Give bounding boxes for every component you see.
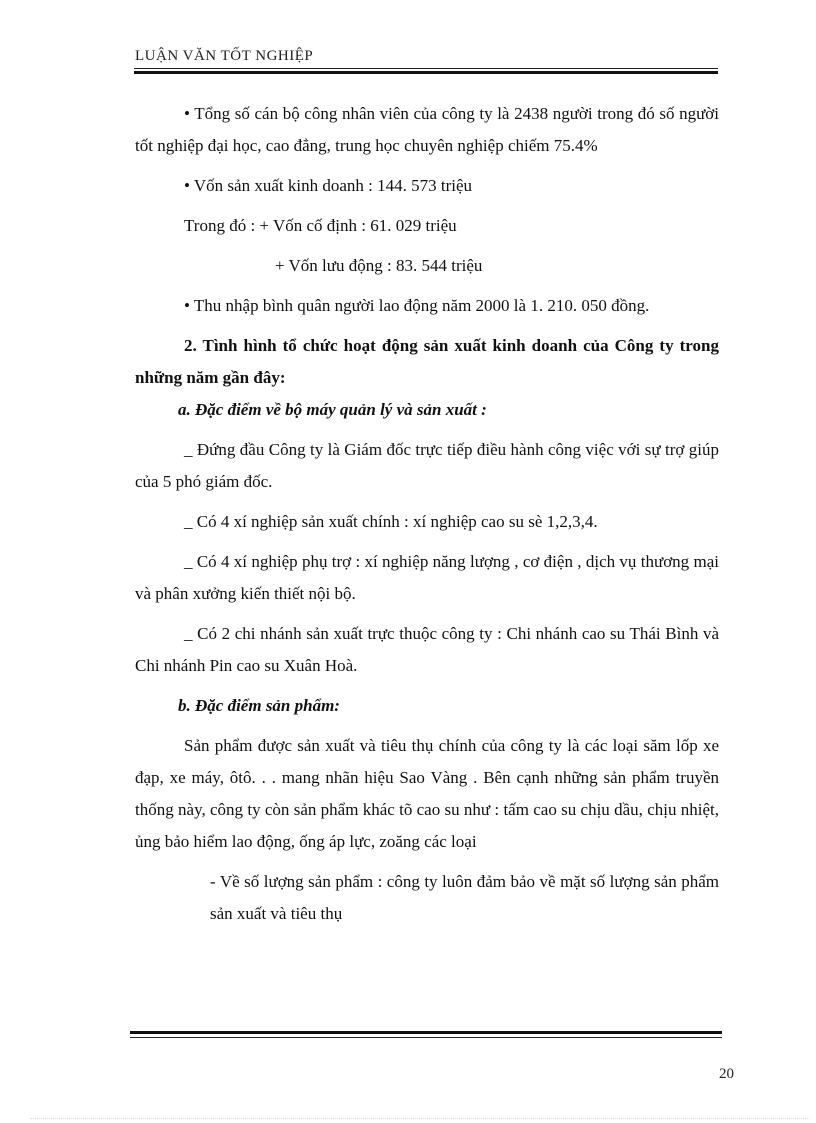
- subheading-a: a. Đặc điểm về bộ máy quản lý và sản xuất :: [178, 400, 487, 419]
- paragraph-aux-factories: _ Có 4 xí nghiệp phụ trợ : xí nghiệp năng lượng , cơ điện , dịch vụ thương mại và phân xưởng kiến thiết nội bộ.: [135, 552, 719, 603]
- page-number: 20: [719, 1066, 734, 1082]
- paragraph-staff: • Tổng số cán bộ công nhân viên của công ty là 2438 người trong đó số người tốt nghiệp đại học, cao đẳng, trung học chuyên nghiệp chiếm 75.4%: [135, 104, 719, 155]
- section-heading-2: 2. Tình hình tổ chức hoạt động sản xuất kinh doanh của Công ty trong những năm gần đây:: [135, 336, 719, 387]
- paragraph-director: _ Đứng đầu Công ty là Giám đốc trực tiếp điều hành công việc với sự trợ giúp của 5 phó giám đốc.: [135, 440, 719, 491]
- paragraph-quantity: - Về số lượng sản phẩm : công ty luôn đảm bảo về mặt số lượng sản phẩm sản xuất và tiêu thụ: [210, 872, 719, 923]
- paragraph-main-factories: _ Có 4 xí nghiệp sản xuất chính : xí nghiệp cao su sè 1,2,3,4.: [184, 512, 598, 531]
- running-header: LUẬN VĂN TỐT NGHIỆP: [135, 48, 314, 64]
- page-edge-line: [30, 1118, 810, 1119]
- paragraph-branches: _ Có 2 chi nhánh sản xuất trực thuộc công ty : Chi nhánh cao su Thái Bình và Chi nhánh Pin cao su Xuân Hoà.: [135, 624, 719, 675]
- subheading-b: b. Đặc điểm sản phẩm:: [178, 696, 340, 715]
- paragraph-fixed-capital: Trong đó : + Vốn cố định : 61. 029 triệu: [184, 216, 457, 235]
- footer-rule-thin: [130, 1037, 722, 1038]
- header-rule-thin: [134, 68, 718, 69]
- paragraph-income: • Thu nhập bình quân người lao động năm 2000 là 1. 210. 050 đồng.: [184, 296, 650, 315]
- header-rule-thick: [134, 71, 718, 74]
- paragraph-capital: • Vốn sản xuất kinh doanh : 144. 573 triệu: [184, 176, 472, 195]
- page-body: [135, 98, 719, 930]
- paragraph-working-capital: + Vốn lưu động : 83. 544 triệu: [275, 256, 483, 275]
- footer-rule-thick: [130, 1031, 722, 1034]
- paragraph-products: Sản phẩm được sản xuất và tiêu thụ chính của công ty là các loại săm lốp xe đạp, xe máy, ôtô. . . mang nhãn hiệu Sao Vàng . Bên cạnh những sản phẩm truyền thống này, công ty còn sản phẩm khác tõ cao su như : tấm cao su chịu dầu, chịu nhiệt, ủng bảo hiểm lao động, ống áp lực, zoăng các loại: [135, 736, 719, 851]
